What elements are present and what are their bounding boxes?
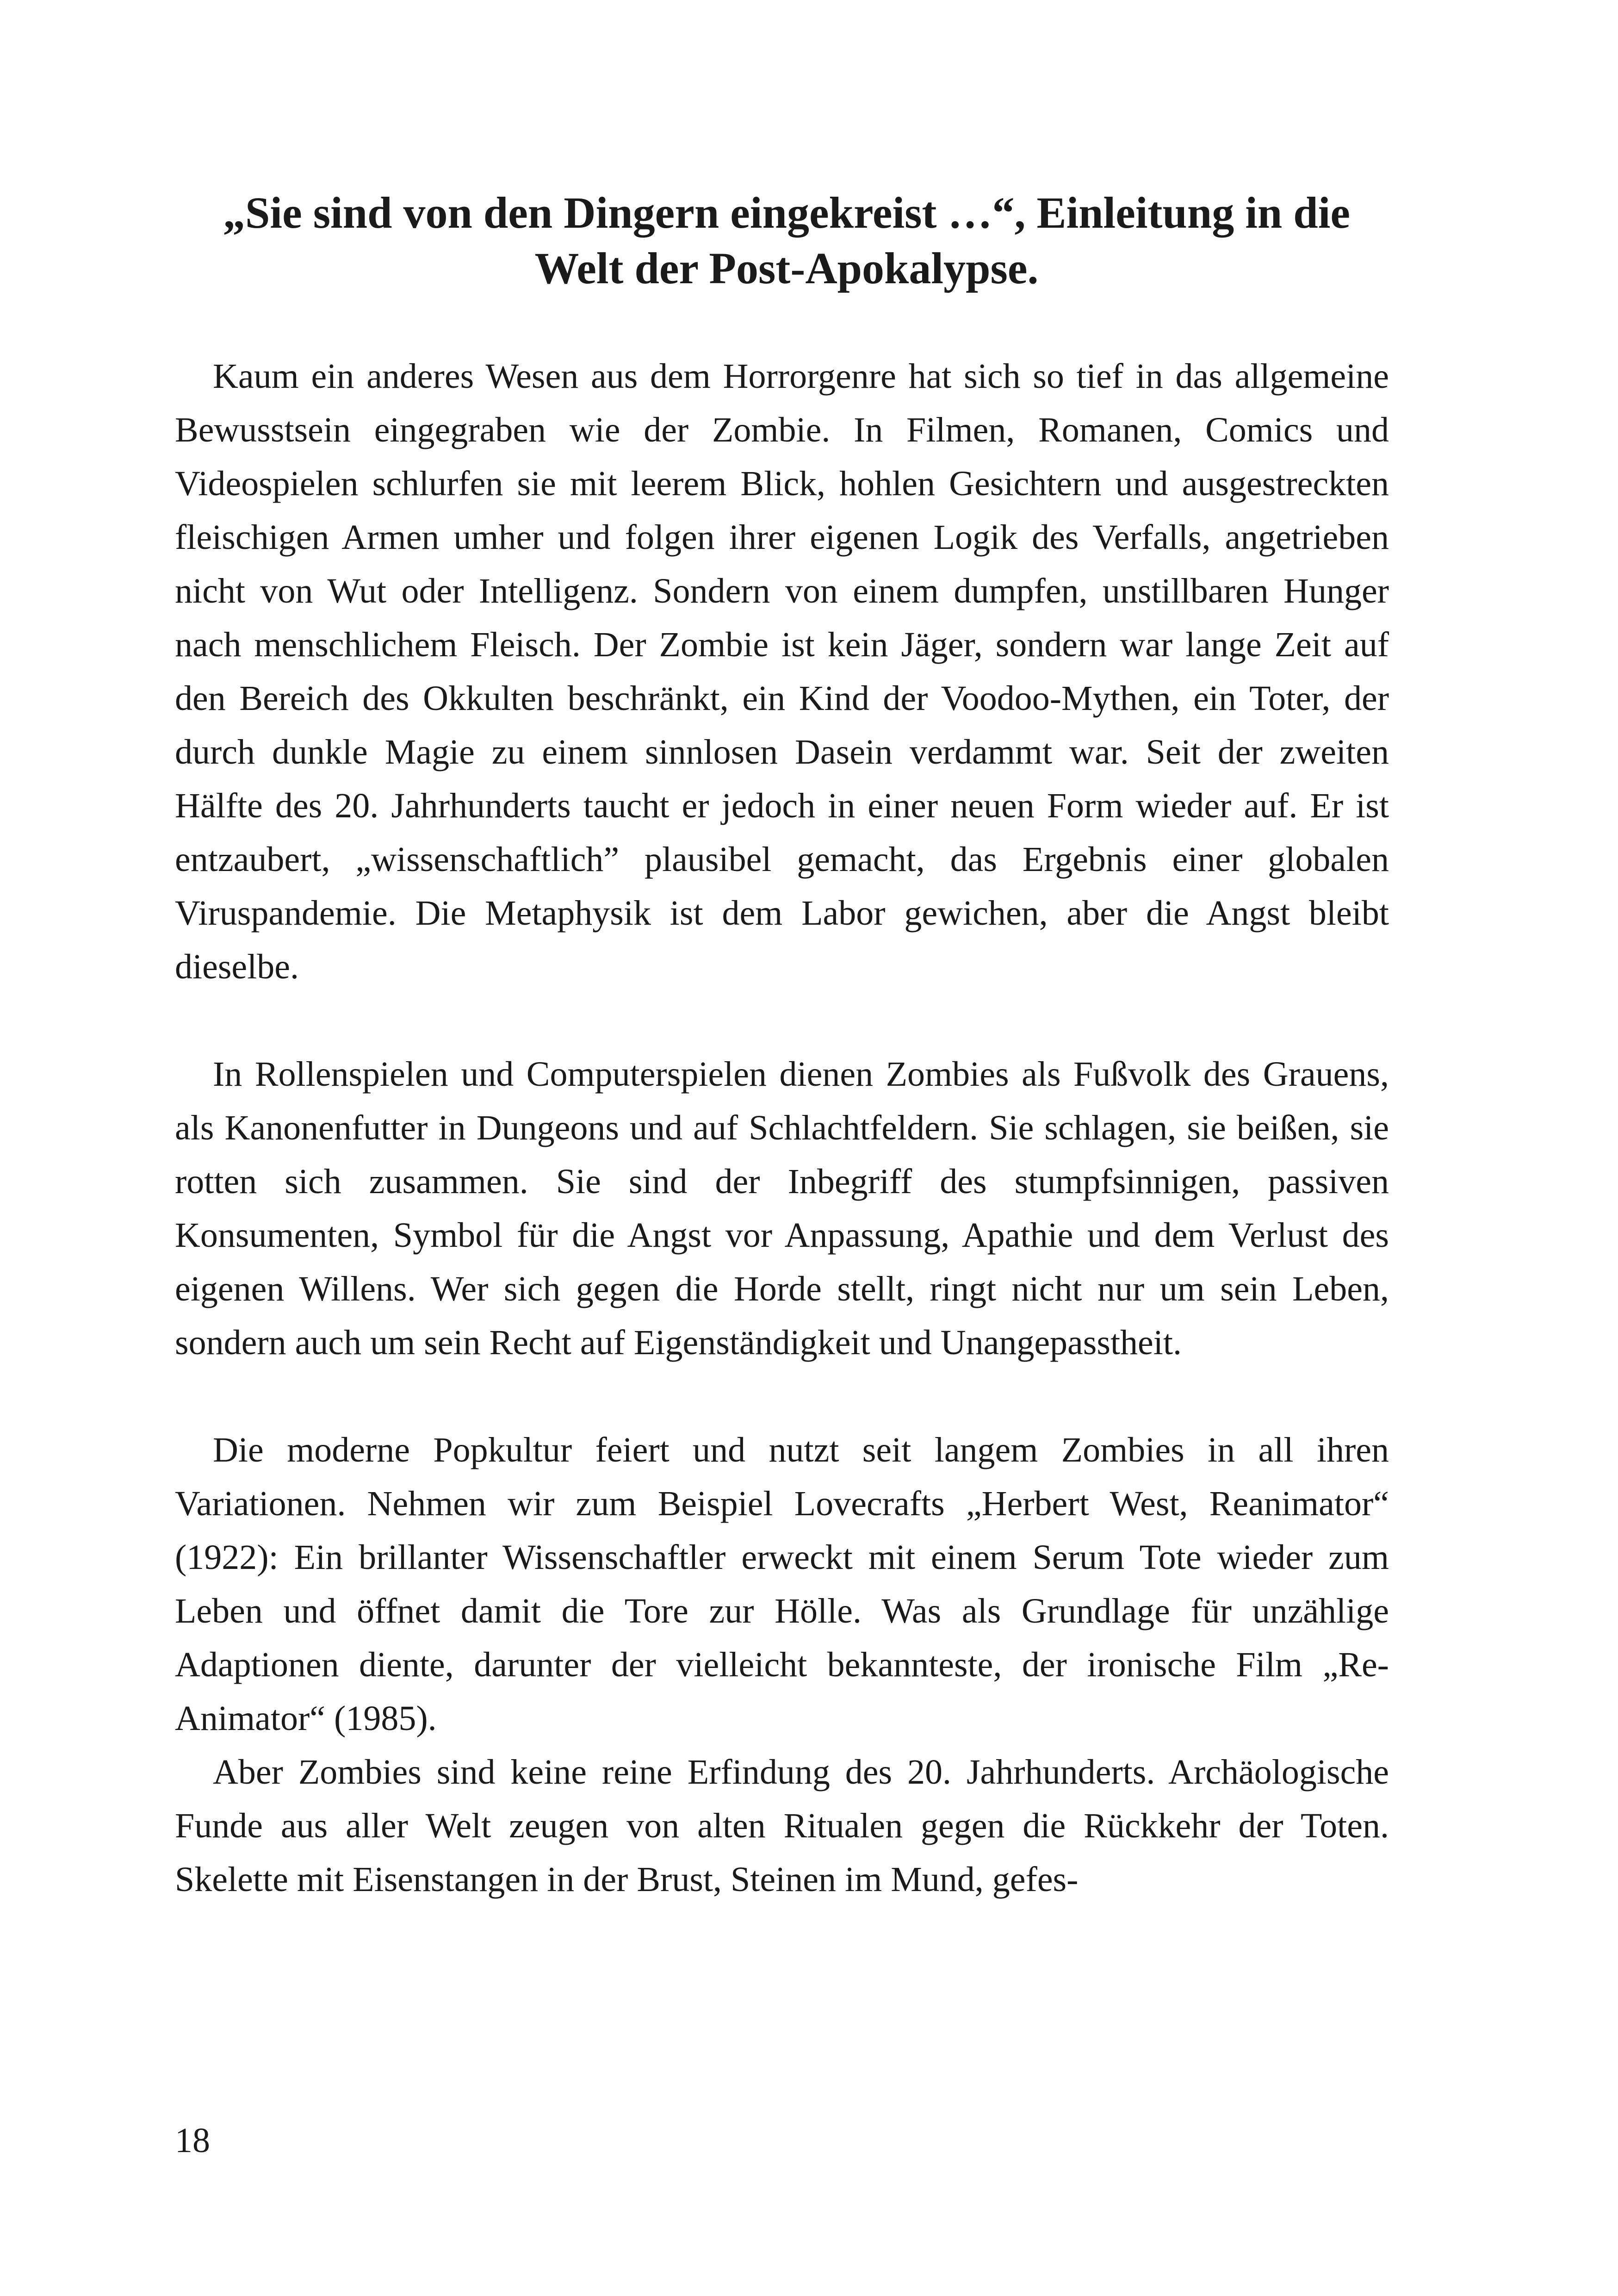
body-text: [175, 349, 1389, 1906]
paragraph-4: Aber Zombies sind keine reine Erfindung des 20. Jahrhunderts. Archäologische Funde aus aller Welt zeugen von alten Ritualen gegen die Rückkehr der Toten. Skelette mit Eisenstangen in der Brust, Steinen im Mund, gefes-: [175, 1753, 1389, 1899]
chapter-title: „Sie sind von den Dingern eingekreist …“, Einleitung in die Welt der Post-Apokalypse.: [223, 188, 1350, 293]
page-number: 18: [175, 2121, 210, 2160]
paragraph-3: Die moderne Popkultur feiert und nutzt seit langem Zombies in all ihren Variationen. Nehmen wir zum Beispiel Lovecrafts „Herbert West, Reanimator“ (1922): Ein brillanter Wissenschaftler erweckt mit einem Serum Tote wieder zum Leben und öffnet damit die Tore zur Hölle. Was als Grundlage für unzählige Adaptionen diente, darunter der vielleicht bekannteste, der ironische Film „Re-Animator“ (1985).: [175, 1431, 1389, 1738]
paragraph-2: In Rollenspielen und Computerspielen dienen Zombies als Fußvolk des Grauens, als Kanonenfutter in Dungeons und auf Schlachtfeldern. Sie schlagen, sie beißen, sie rotten sich zusammen. Sie sind der Inbegriff des stumpfsinnigen, passiven Konsumenten, Symbol für die Angst vor Anpassung, Apathie und dem Verlust des eigenen Willens. Wer sich gegen die Horde stellt, ringt nicht nur um sein Leben, sondern auch um sein Recht auf Eigenständigkeit und Unangepasstheit.: [175, 1055, 1389, 1362]
paragraph-1: Kaum ein anderes Wesen aus dem Horrorgenre hat sich so tief in das allgemeine Bewusstsein eingegraben wie der Zombie. In Filmen, Romanen, Comics und Videospielen schlurfen sie mit leerem Blick, hohlen Gesichtern und ausgestreckten fleischigen Armen umher und folgen ihrer eigenen Logik des Verfalls, angetrieben nicht von Wut oder Intelligenz. Sondern von einem dumpfen, unstillbaren Hunger nach menschlichem Fleisch. Der Zombie ist kein Jäger, sondern war lange Zeit auf den Bereich des Okkulten beschränkt, ein Kind der Voodoo-Mythen, ein Toter, der durch dunkle Magie zu einem sinnlosen Dasein verdammt war. Seit der zweiten Hälfte des 20. Jahrhunderts taucht er jedoch in einer neuen Form wieder auf. Er ist entzaubert, „wissenschaftlich” plausibel gemacht, das Ergebnis einer globalen Viruspandemie. Die Metaphysik ist dem Labor gewichen, aber die Angst bleibt dieselbe.: [175, 357, 1389, 986]
